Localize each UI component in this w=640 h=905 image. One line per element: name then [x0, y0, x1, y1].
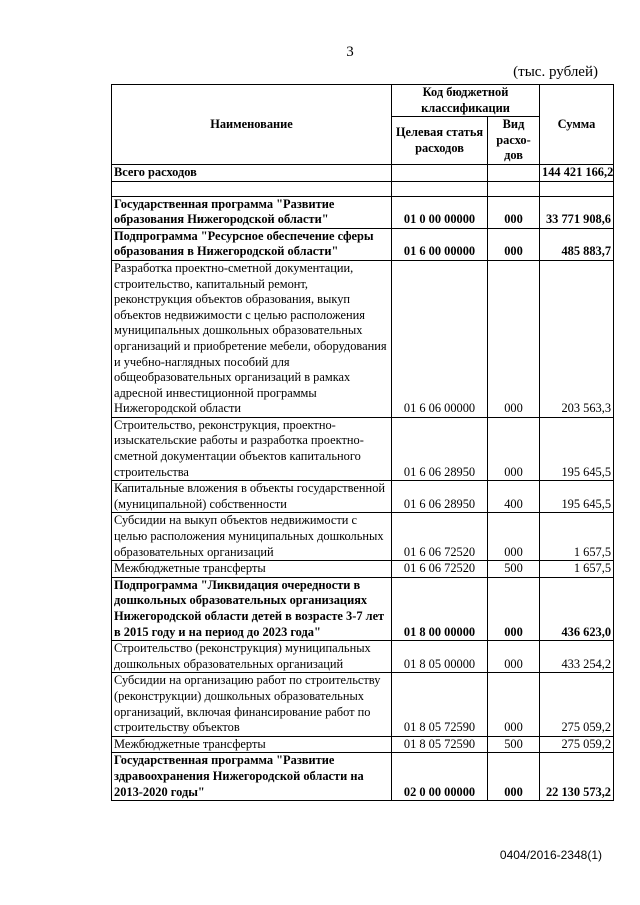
row-name: Межбюджетные трансферты	[112, 561, 392, 578]
budget-table	[111, 84, 614, 801]
row-expense-type: 500	[488, 736, 540, 753]
row-expense-type: 000	[488, 513, 540, 561]
row-expense-type: 000	[488, 673, 540, 736]
table-row	[112, 481, 614, 513]
row-name: Межбюджетные трансферты	[112, 736, 392, 753]
table-row	[112, 577, 614, 640]
row-amount: 22 130 573,2	[540, 753, 614, 801]
row-target-article: 01 6 06 28950	[392, 417, 488, 480]
row-target-article: 01 6 06 72520	[392, 513, 488, 561]
spacer-row	[112, 181, 614, 196]
total-amount: 144 421 166,2	[540, 164, 614, 181]
header-expense-type: Вид расхо-дов	[488, 117, 540, 165]
row-amount: 203 563,3	[540, 260, 614, 417]
units-label: (тыс. рублей)	[513, 64, 598, 80]
row-expense-type: 000	[488, 228, 540, 260]
row-expense-type: 000	[488, 641, 540, 673]
row-expense-type: 000	[488, 196, 540, 228]
row-amount: 33 771 908,6	[540, 196, 614, 228]
table-row	[112, 513, 614, 561]
row-target-article: 01 6 00 00000	[392, 228, 488, 260]
table-row	[112, 641, 614, 673]
table-row	[112, 673, 614, 736]
table-row	[112, 736, 614, 753]
row-target-article: 01 8 05 00000	[392, 641, 488, 673]
row-name: Разработка проектно-сметной документации, строительство, капитальный ремонт, реконструкция объектов образования, выкуп объектов недвижимости с целью расположения муниципальных дошкольных образовательных организаций и приобретение мебели, оборудования и учебно-наглядных пособий для общеобразовательных организаций в рамках адресной инвестиционной программы Нижегородской области	[112, 260, 392, 417]
row-amount: 275 059,2	[540, 736, 614, 753]
row-amount: 433 254,2	[540, 641, 614, 673]
row-amount: 436 623,0	[540, 577, 614, 640]
row-name: Государственная программа "Развитие здравоохранения Нижегородской области на 2013-2020 годы"	[112, 753, 392, 801]
row-name: Государственная программа "Развитие образования Нижегородской области"	[112, 196, 392, 228]
row-target-article: 01 6 06 00000	[392, 260, 488, 417]
header-budget-code: Код бюджетной классификации	[392, 85, 540, 117]
row-amount: 195 645,5	[540, 417, 614, 480]
row-expense-type: 000	[488, 417, 540, 480]
table-row	[112, 753, 614, 801]
row-amount: 1 657,5	[540, 513, 614, 561]
header-target-article: Целевая статья расходов	[392, 117, 488, 165]
page-number: 3	[346, 44, 354, 60]
row-amount: 195 645,5	[540, 481, 614, 513]
document-code: 0404/2016-2348(1)	[499, 848, 602, 862]
row-target-article: 01 6 06 72520	[392, 561, 488, 578]
total-row	[112, 164, 614, 181]
table-row	[112, 561, 614, 578]
table-row	[112, 228, 614, 260]
header-amount: Сумма	[540, 85, 614, 165]
row-target-article: 01 0 00 00000	[392, 196, 488, 228]
row-name: Подпрограмма "Ликвидация очередности в дошкольных образовательных организациях Нижегородской области детей в возрасте 3-7 лет в 2015 году и на период до 2023 года"	[112, 577, 392, 640]
table-row	[112, 417, 614, 480]
header-name: Наименование	[112, 85, 392, 165]
row-amount: 485 883,7	[540, 228, 614, 260]
row-name: Субсидии на выкуп объектов недвижимости с целью расположения муниципальных дошкольных образовательных организаций	[112, 513, 392, 561]
row-expense-type: 400	[488, 481, 540, 513]
row-amount: 1 657,5	[540, 561, 614, 578]
row-target-article: 02 0 00 00000	[392, 753, 488, 801]
row-target-article: 01 8 05 72590	[392, 673, 488, 736]
row-name: Субсидии на организацию работ по строительству (реконструкции) дошкольных образовательных организаций, включая финансирование работ по строительству объектов	[112, 673, 392, 736]
table-row	[112, 260, 614, 417]
row-name: Строительство (реконструкция) муниципальных дошкольных образовательных организаций	[112, 641, 392, 673]
row-expense-type: 000	[488, 577, 540, 640]
row-name: Подпрограмма "Ресурсное обеспечение сферы образования в Нижегородской области"	[112, 228, 392, 260]
row-name: Капитальные вложения в объекты государственной (муниципальной) собственности	[112, 481, 392, 513]
row-expense-type: 000	[488, 260, 540, 417]
row-target-article: 01 6 06 28950	[392, 481, 488, 513]
row-expense-type: 000	[488, 753, 540, 801]
row-expense-type: 500	[488, 561, 540, 578]
row-amount: 275 059,2	[540, 673, 614, 736]
row-name: Строительство, реконструкция, проектно-изыскательские работы и разработка проектно-сметной документации объектов капитального строительства	[112, 417, 392, 480]
row-target-article: 01 8 00 00000	[392, 577, 488, 640]
table-row	[112, 196, 614, 228]
total-label: Всего расходов	[112, 164, 392, 181]
row-target-article: 01 8 05 72590	[392, 736, 488, 753]
